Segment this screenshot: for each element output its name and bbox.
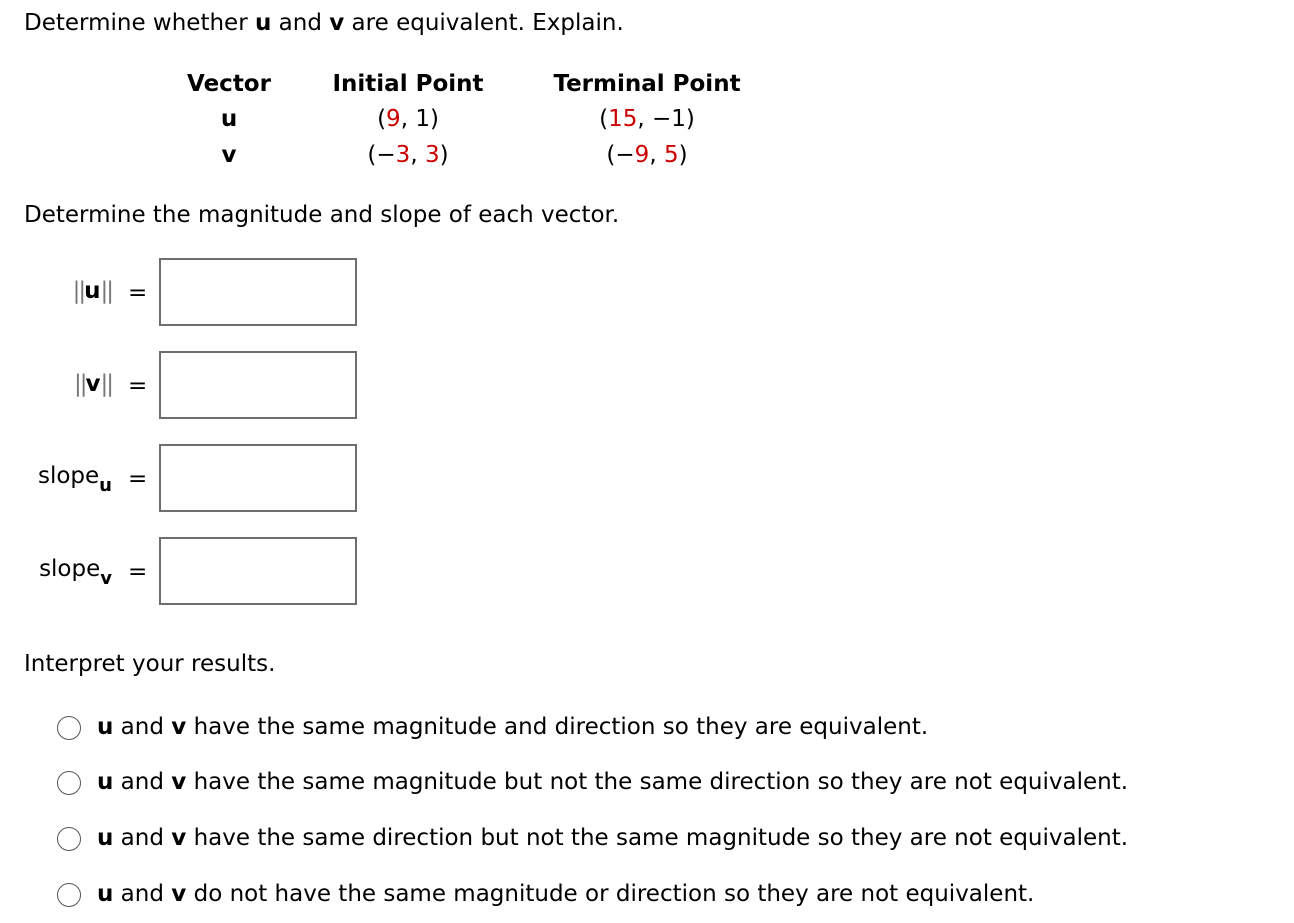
instruction-text: Determine the magnitude and slope of each vector. [24, 202, 620, 228]
text: and [271, 10, 330, 36]
option-3-label[interactable]: u and v have the same direction but not the same magnitude so they are not equivalent. [97, 825, 1129, 851]
row-u-vector: u [220, 106, 238, 132]
option-4-label[interactable]: u and v do not have the same magnitude or direction so they are not equivalent. [97, 881, 1035, 907]
text: are equivalent. Explain. [344, 10, 624, 36]
equals-sign: = [128, 280, 148, 306]
option-4-radio[interactable] [57, 883, 81, 907]
slope-u-label: slope$_u$ [37, 463, 112, 496]
slope-v-label: slope$_v$ [39, 556, 112, 589]
row-v-initial: (−3, 3) [367, 142, 449, 168]
option-1-radio[interactable] [57, 716, 81, 740]
var-v: v [329, 10, 345, 36]
row-u-terminal: (15, −1) [599, 106, 695, 132]
magnitude-u-label: ||u|| [72, 278, 112, 304]
option-2-radio[interactable] [57, 771, 81, 795]
header-initial-point: Initial Point [332, 71, 484, 97]
row-v-vector: v [221, 142, 237, 168]
row-v-terminal: (−9, 5) [606, 142, 688, 168]
magnitude-u-input[interactable] [159, 258, 357, 326]
var-u: u [254, 10, 272, 36]
interpret-heading: Interpret your results. [24, 651, 276, 677]
option-2-label[interactable]: u and v have the same magnitude but not the same direction so they are not equivalent. [97, 769, 1129, 795]
text: Determine whether [24, 10, 255, 36]
equals-sign: = [128, 466, 148, 492]
header-terminal-point: Terminal Point [553, 71, 741, 97]
slope-u-input[interactable] [159, 444, 357, 512]
row-u-initial: (9, 1) [377, 106, 439, 132]
header-vector: Vector [187, 71, 271, 97]
magnitude-v-label: ||v|| [74, 371, 112, 397]
option-3-radio[interactable] [57, 827, 81, 851]
equals-sign: = [128, 373, 148, 399]
option-1-label[interactable]: u and v have the same magnitude and direction so they are equivalent. [97, 714, 929, 740]
magnitude-v-input[interactable] [159, 351, 357, 419]
slope-v-input[interactable] [159, 537, 357, 605]
equals-sign: = [128, 559, 148, 585]
question-text [24, 10, 624, 36]
